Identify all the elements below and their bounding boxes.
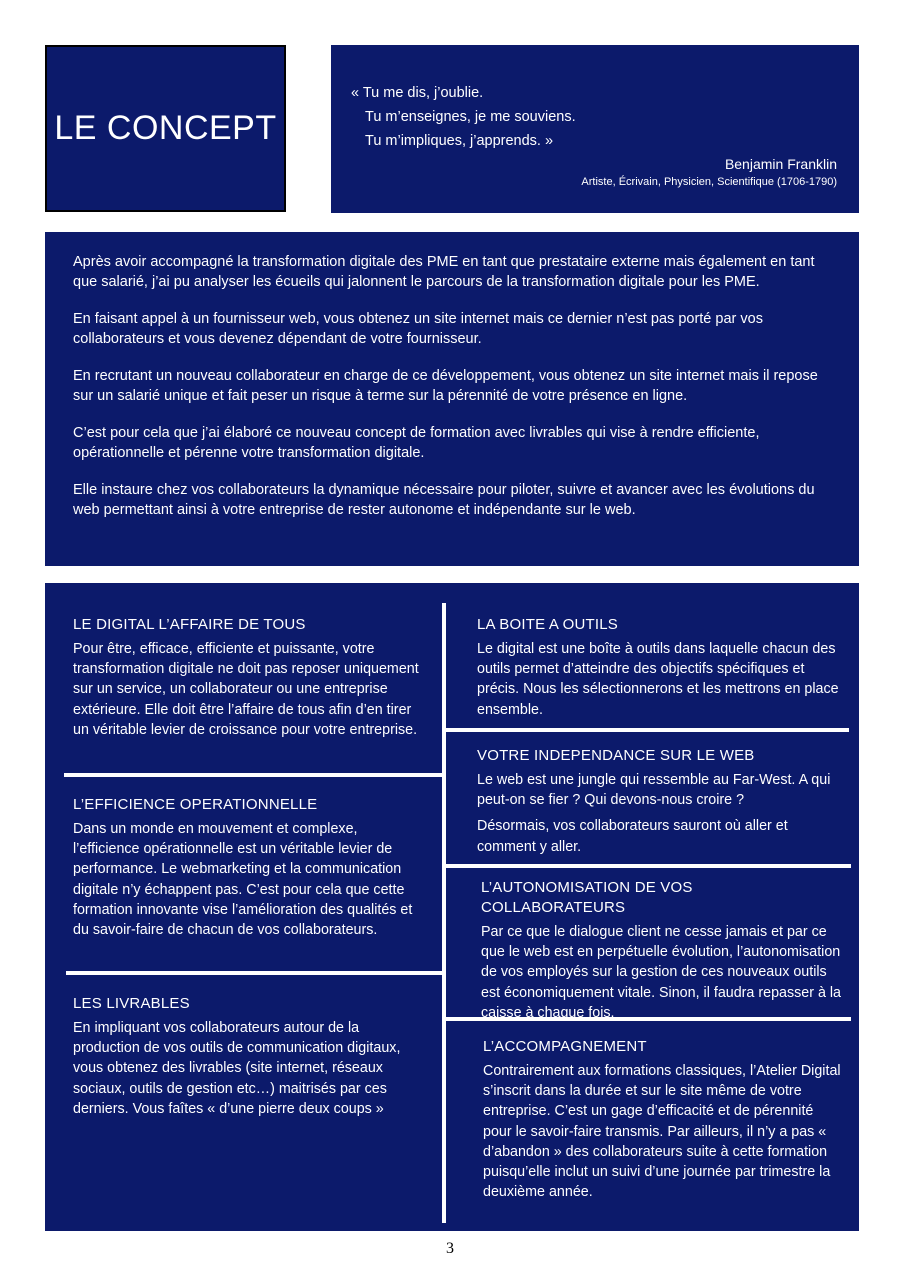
- feature-text: En impliquant vos collaborateurs autour de la production de vos outils de communication digitaux, vous obtenez des livrables (site internet, réseaux sociaux, outils de gestion etc…) maitrisés par ces derniers. Vous faîtes « d’une pierre deux coups »: [73, 1020, 401, 1117]
- center-divider: [442, 603, 446, 1223]
- feature-efficience: [73, 795, 425, 940]
- intro-panel: [45, 232, 859, 566]
- feature-independance: [477, 746, 839, 857]
- quote-author-role: Artiste, Écrivain, Physicien, Scientifique (1706-1790): [581, 176, 837, 188]
- intro-paragraph: Après avoir accompagné la transformation digitale des PME en tant que prestataire externe mais également en tant que salarié, j’ai pu analyser les écueils qui jalonnent le parcours de la transformation digitale pour les PME.: [73, 254, 815, 290]
- feature-accompagnement: [483, 1037, 841, 1202]
- feature-title: VOTRE INDEPENDANCE SUR LE WEB: [477, 747, 755, 764]
- page-title: LE CONCEPT: [54, 109, 277, 147]
- feature-text: Par ce que le dialogue client ne cesse jamais et par ce que le web est en perpétuelle évolution, l’autonomisation de vos employés sur la gestion de ces nouveaux outils est économiquement vitale. Sinon, il faudra repasser à la caisse à chaque fois.: [481, 924, 842, 1021]
- quote-line: Tu m’enseignes, je me souviens.: [365, 109, 576, 125]
- feature-title: L’EFFICIENCE OPERATIONNELLE: [73, 796, 318, 813]
- left-divider-1: [64, 773, 444, 777]
- feature-title: LA BOITE A OUTILS: [477, 616, 618, 633]
- feature-text: Dans un monde en mouvement et complexe, l’efficience opérationnelle est un véritable levier de performance. Le webmarketing et la communication digitale n’y échappent pas. C’est pour cela que cette formation innovante vise l’amélioration des qualités et du savoir-faire de chacun de vos collaborateurs.: [73, 821, 413, 939]
- feature-text: Le digital est une boîte à outils dans laquelle chacun des outils permet d’atteindre des objectifs spécifiques et précis. Nous les sélectionnerons et les mettrons en place ensemble.: [477, 641, 839, 718]
- feature-autonomisation: [481, 878, 841, 1023]
- feature-text: Désormais, vos collaborateurs sauront où aller et comment y aller.: [477, 818, 788, 855]
- feature-text: Pour être, efficace, efficiente et puissante, votre transformation digitale ne doit pas reposer uniquement sur un service, un collaborateur ou une entreprise extérieure. Elle doit être l’affaire de tous afin d’en tirer un véritable levier de croissance pour votre entreprise.: [73, 641, 419, 738]
- feature-text: Le web est une jungle qui ressemble au Far-West. A qui peut-on se fier ? Qui devons-nous croire ?: [477, 772, 831, 809]
- intro-paragraph: En faisant appel à un fournisseur web, vous obtenez un site internet mais ce dernier n’est pas porté par vos collaborateurs et vous devenez dépendant de votre fournisseur.: [73, 311, 763, 347]
- quote-panel: [331, 45, 859, 213]
- intro-paragraph: En recrutant un nouveau collaborateur en charge de ce développement, vous obtenez un site internet mais il repose sur un salarié unique et fait peser un risque à terme sur la pérennité de votre présence en ligne.: [73, 368, 818, 404]
- feature-title: LES LIVRABLES: [73, 995, 190, 1012]
- page-number: 3: [446, 1240, 454, 1257]
- feature-title: L’ACCOMPAGNEMENT: [483, 1038, 647, 1055]
- quote-author: Benjamin Franklin: [724, 156, 837, 172]
- feature-text: Contrairement aux formations classiques, l’Atelier Digital s’inscrit dans la durée et sur le site même de votre entreprise. C’est un gage d’efficacité et de pérennité pour le savoir-faire transmis. Par ailleurs, il n’y a pas « d’abandon » des collaborateurs suite à cette formation puisqu’elle inclut un suivi d’une journée par trimestre la deuxième année.: [483, 1063, 841, 1201]
- quote-line: « Tu me dis, j’oublie.: [351, 85, 484, 101]
- right-divider-2: [444, 864, 851, 868]
- intro-paragraph: C’est pour cela que j’ai élaboré ce nouveau concept de formation avec livrables qui vise à rendre efficiente, opérationnelle et pérenne votre transformation digitale.: [73, 425, 760, 461]
- feature-livrables: [73, 994, 425, 1119]
- feature-boite-a-outils: [477, 615, 839, 720]
- feature-digital: [73, 615, 425, 740]
- left-divider-2: [66, 971, 444, 975]
- feature-title: LE DIGITAL L’AFFAIRE DE TOUS: [73, 616, 306, 633]
- features-panel: [45, 583, 859, 1231]
- feature-title: L’AUTONOMISATION DE VOS COLLABORATEURS: [481, 879, 693, 916]
- quote-line: Tu m’impliques, j’apprends. »: [365, 133, 554, 149]
- intro-paragraph: Elle instaure chez vos collaborateurs la dynamique nécessaire pour piloter, suivre et avancer avec les évolutions du web permettant ainsi à votre entreprise de rester autonome et indépendante sur le web.: [73, 482, 815, 518]
- right-divider-1: [444, 728, 849, 732]
- title-panel: [45, 45, 286, 212]
